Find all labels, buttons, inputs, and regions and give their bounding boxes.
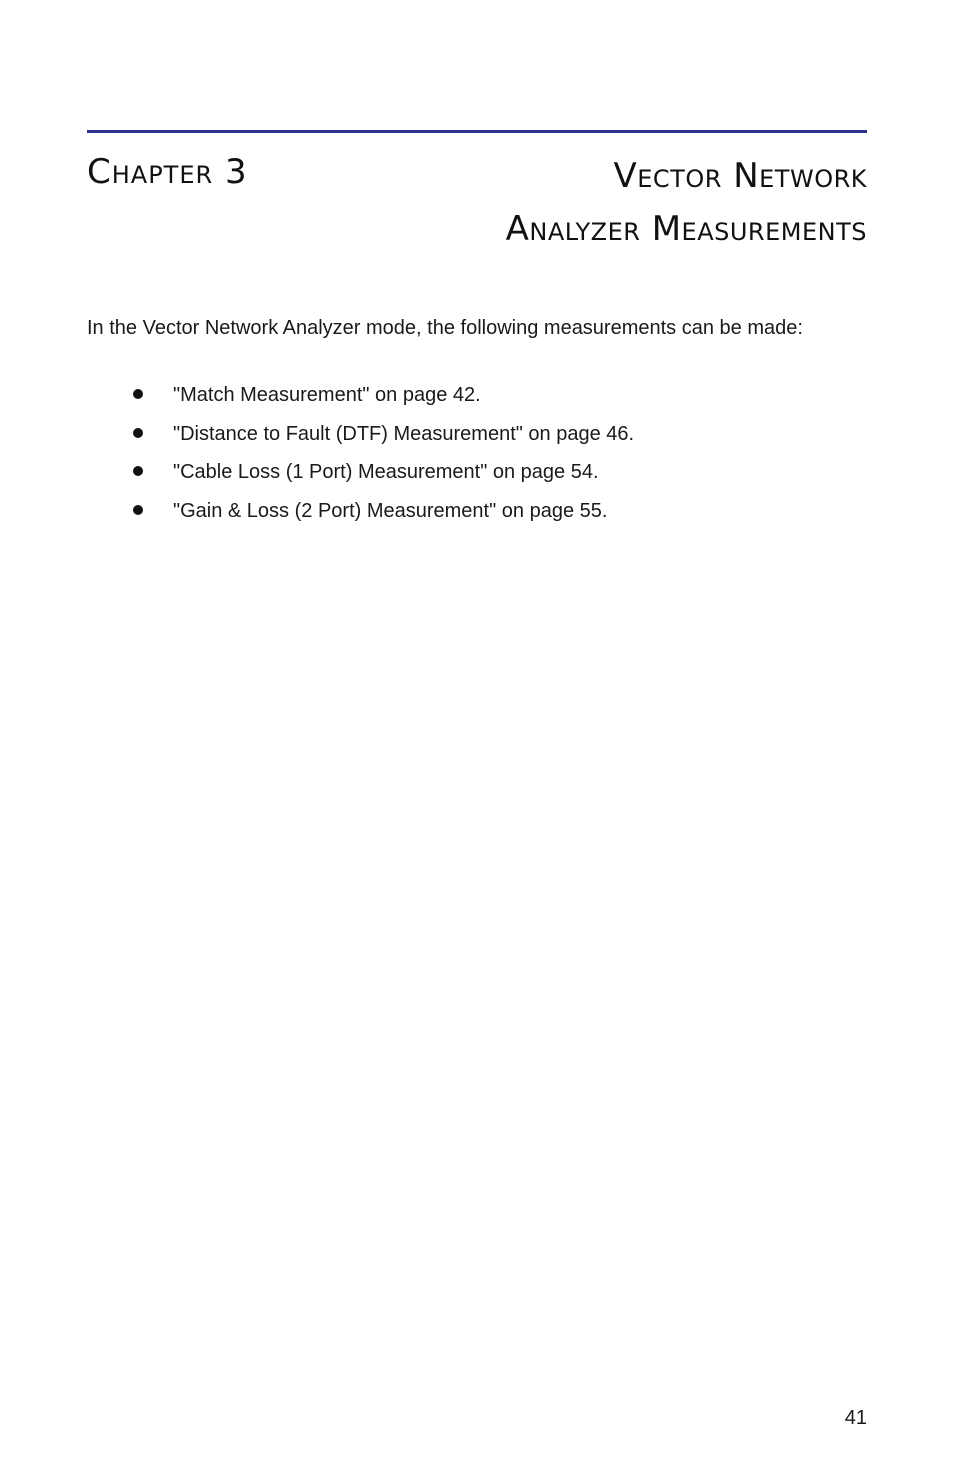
intro-paragraph: In the Vector Network Analyzer mode, the following measurements can be made:: [87, 317, 803, 339]
page-number: 41: [844, 1407, 867, 1429]
bullet-icon: [133, 466, 143, 476]
chapter-title-line-2: Analyzer Measurements: [505, 209, 867, 249]
measurement-list: [130, 380, 850, 534]
header-rule: [87, 130, 867, 133]
chapter-title: [267, 150, 867, 256]
cross-reference-link[interactable]: "Gain & Loss (2 Port) Measurement" on page 55.: [173, 499, 608, 522]
list-item[interactable]: [130, 457, 850, 496]
chapter-label: Chapter 3: [87, 152, 248, 192]
bullet-icon: [133, 428, 143, 438]
list-item[interactable]: [130, 380, 850, 419]
cross-reference-link[interactable]: "Match Measurement" on page 42.: [173, 384, 481, 406]
list-item[interactable]: [130, 419, 850, 458]
chapter-title-line-1: Vector Network: [613, 156, 867, 196]
cross-reference-link[interactable]: "Distance to Fault (DTF) Measurement" on page 46.: [173, 422, 635, 445]
cross-reference-link[interactable]: "Cable Loss (1 Port) Measurement" on page 54.: [173, 461, 599, 483]
bullet-icon: [133, 389, 143, 399]
bullet-icon: [133, 505, 143, 515]
list-item[interactable]: [130, 496, 850, 535]
